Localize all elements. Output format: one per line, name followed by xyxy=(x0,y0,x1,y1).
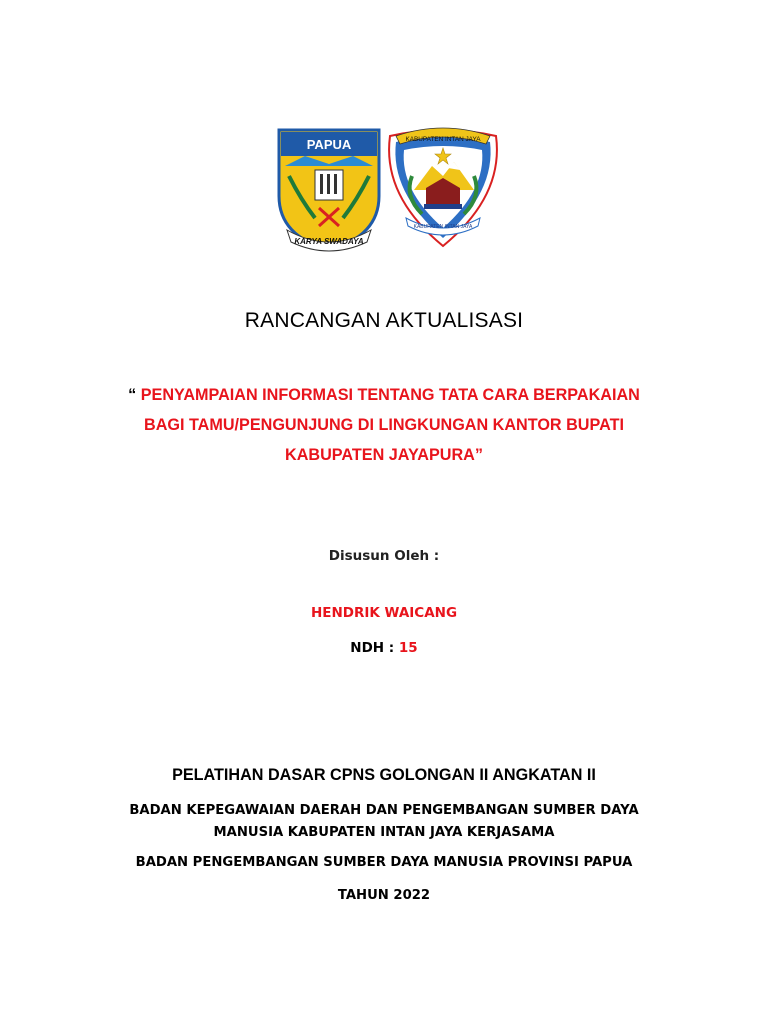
ndh-line xyxy=(0,640,768,656)
document-title: RANCANGAN AKTUALISASI xyxy=(244,309,524,332)
document-year: TAHUN 2022 xyxy=(337,888,431,903)
subtitle-line-1-text: PENYAMPAIAN INFORMASI TENTANG TATA CARA BERPAKAIAN xyxy=(140,386,640,404)
training-title: PELATIHAN DASAR CPNS GOLONGAN II ANGKATAN II xyxy=(172,766,596,784)
subtitle-line-1 xyxy=(0,380,768,410)
document-subtitle xyxy=(0,380,768,470)
agency-block xyxy=(0,800,768,844)
papua-emblem-graphic xyxy=(275,126,383,256)
ndh-value: 15 xyxy=(398,640,418,656)
subtitle-line-2: BAGI TAMU/PENGUNJUNG DI LINGKUNGAN KANTOR BUPATI xyxy=(144,416,624,434)
papua-emblem xyxy=(275,126,383,256)
subtitle-line-3: KABUPATEN JAYAPURA” xyxy=(285,446,483,464)
agency-line-1: BADAN KEPEGAWAIAN DAERAH DAN PENGEMBANGAN SUMBER DAYA xyxy=(129,803,639,818)
intan-jaya-emblem-graphic xyxy=(382,126,504,250)
author-name: HENDRIK WAICANG xyxy=(310,605,458,621)
logo-row xyxy=(0,126,768,256)
papua-emblem-ribbon: KARYA SWADAYA xyxy=(294,237,364,246)
subtitle-open-quote: “ xyxy=(128,386,141,404)
intan-jaya-emblem-title: KABUPATEN INTAN JAYA xyxy=(405,136,481,143)
agency-line-2: MANUSIA KABUPATEN INTAN JAYA KERJASAMA xyxy=(213,825,555,840)
author-label: Disusun Oleh : xyxy=(328,548,440,564)
papua-emblem-title: PAPUA xyxy=(306,137,352,152)
intan-jaya-emblem xyxy=(382,126,504,250)
intan-jaya-emblem-ribbon: KABUPATEN INTAN JAYA xyxy=(413,224,473,230)
ndh-label: NDH : xyxy=(350,640,399,656)
partner-agency: BADAN PENGEMBANGAN SUMBER DAYA MANUSIA PROVINSI PAPUA xyxy=(135,855,633,870)
